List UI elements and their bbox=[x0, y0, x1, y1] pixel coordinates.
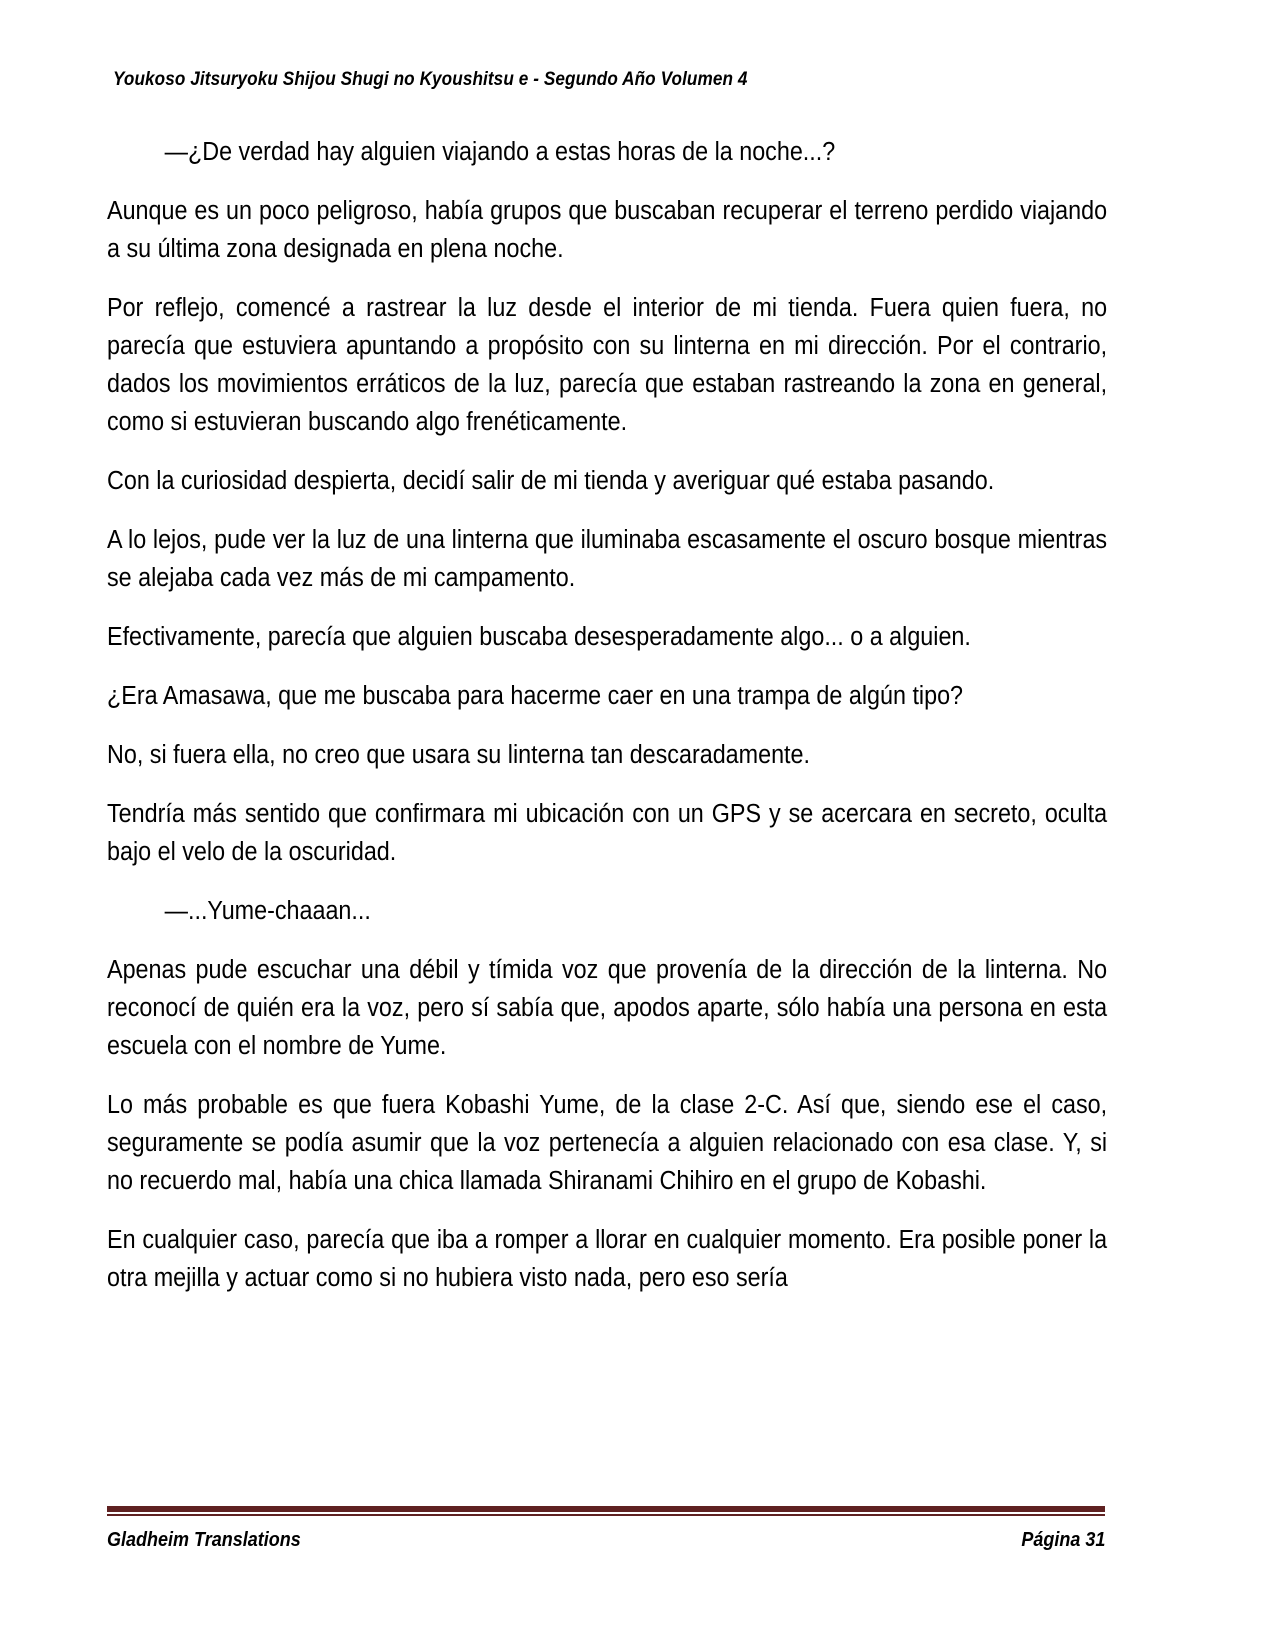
body-paragraph: A lo lejos, pude ver la luz de una linterna que iluminaba escasamente el oscuro bosque mientras se alejaba cada vez más de mi campamento. bbox=[107, 526, 1108, 592]
page-body bbox=[107, 133, 1107, 1297]
body-paragraph: Con la curiosidad despierta, decidí salir de mi tienda y averiguar qué estaba pasando. bbox=[107, 467, 995, 495]
body-paragraph: Por reflejo, comencé a rastrear la luz desde el interior de mi tienda. Fuera quien fuera, no parecía que estuviera apuntando a propósito con su linterna en mi dirección. Por el contrario, dados los movimientos erráticos de la luz, parecía que estaban rastreando la zona en general, como si estuvieran buscando algo frenéticamente. bbox=[107, 294, 1108, 436]
dialogue-paragraph: —¿De verdad hay alguien viajando a estas horas de la noche...? bbox=[164, 138, 836, 166]
body-paragraph: En cualquier caso, parecía que iba a romper a llorar en cualquier momento. Era posible poner la otra mejilla y actuar como si no hubiera visto nada, pero eso sería bbox=[107, 1226, 1108, 1292]
body-paragraph: Lo más probable es que fuera Kobashi Yume, de la clase 2-C. Así que, siendo ese el caso, seguramente se podía asumir que la voz pertenecía a alguien relacionado con esa clase. Y, si no recuerdo mal, había una chica llamada Shiranami Chihiro en el grupo de Kobashi. bbox=[107, 1091, 1108, 1195]
body-paragraph: Apenas pude escuchar una débil y tímida voz que provenía de la dirección de la linterna. No reconocí de quién era la voz, pero sí sabía que, apodos aparte, sólo había una persona en esta escuela con el nombre de Yume. bbox=[107, 956, 1108, 1060]
footer-translator-credit: Gladheim Translations bbox=[107, 1529, 301, 1551]
footer-page-number: Página 31 bbox=[1020, 1529, 1105, 1551]
footer-rule-thin bbox=[107, 1514, 1105, 1516]
header-title: Youkoso Jitsuryoku Shijou Shugi no Kyoushitsu e - Segundo Año Volumen 4 bbox=[113, 68, 748, 90]
page-header bbox=[113, 68, 1105, 98]
body-paragraph: Aunque es un poco peligroso, había grupos que buscaban recuperar el terreno perdido viajando a su última zona designada en plena noche. bbox=[107, 197, 1108, 263]
body-paragraph: Efectivamente, parecía que alguien buscaba desesperadamente algo... o a alguien. bbox=[107, 623, 971, 651]
body-paragraph: No, si fuera ella, no creo que usara su linterna tan descaradamente. bbox=[107, 741, 810, 769]
body-paragraph: Tendría más sentido que confirmara mi ubicación con un GPS y se acercara en secreto, oculta bajo el velo de la oscuridad. bbox=[107, 800, 1108, 866]
footer-row bbox=[107, 1529, 1105, 1552]
page-footer bbox=[107, 1506, 1105, 1552]
dialogue-paragraph: —...Yume-chaaan... bbox=[164, 897, 371, 925]
body-paragraph: ¿Era Amasawa, que me buscaba para hacerme caer en una trampa de algún tipo? bbox=[107, 682, 964, 710]
